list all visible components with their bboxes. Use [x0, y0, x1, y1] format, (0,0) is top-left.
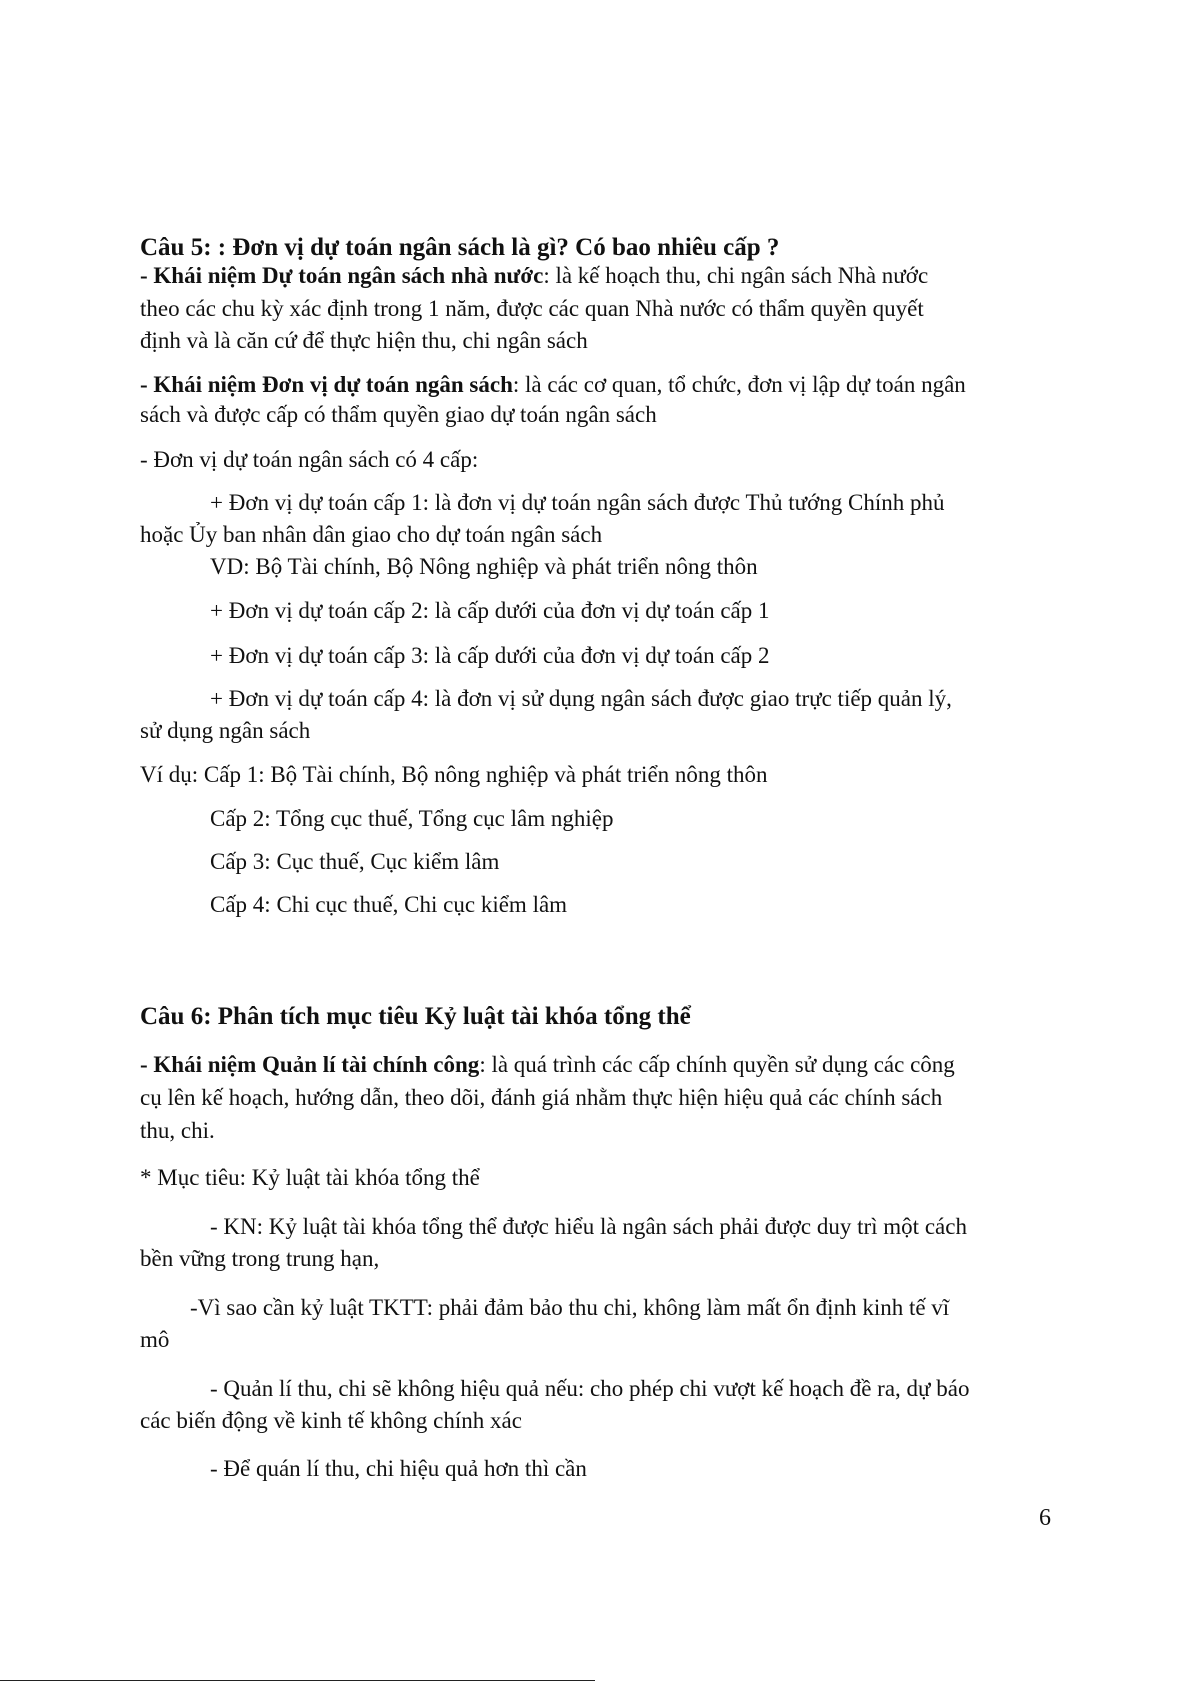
text-line: sử dụng ngân sách [140, 718, 311, 743]
text-line: thu, chi. [140, 1118, 215, 1143]
example-level-2: Cấp 2: Tổng cục thuế, Tổng cục lâm nghiệp [210, 806, 614, 831]
ineffective-management-item: - Quản lí thu, chi sẽ không hiệu quả nếu: cho phép chi vượt kế hoạch đề ra, dự báo [210, 1376, 970, 1401]
question-5-heading: Câu 5: : Đơn vị dự toán ngân sách là gì? Có bao nhiêu cấp ? [140, 234, 780, 261]
goal-heading: * Mục tiêu: Kỷ luật tài khóa tổng thể [140, 1165, 480, 1190]
level-3-item: + Đơn vị dự toán cấp 3: là cấp dưới của đơn vị dự toán cấp 2 [210, 643, 770, 668]
term-budget-unit: - Khái niệm Đơn vị dự toán ngân sách [140, 372, 513, 397]
text-line: định và là căn cứ để thực hiện thu, chi ngân sách [140, 328, 588, 353]
text-line: : là quá trình các cấp chính quyền sử dụng các công [479, 1052, 955, 1077]
improvement-item: - Để quán lí thu, chi hiệu quả hơn thì cần [210, 1456, 587, 1481]
text-line: mô [140, 1327, 170, 1352]
example-level-3: Cấp 3: Cục thuế, Cục kiểm lâm [210, 849, 500, 874]
text-line: theo các chu kỳ xác định trong 1 năm, được các quan Nhà nước có thẩm quyền quyết [140, 296, 924, 321]
text-line: sách và được cấp có thẩm quyền giao dự toán ngân sách [140, 402, 657, 427]
page-number: 6 [1039, 1505, 1051, 1531]
level-4-item: + Đơn vị dự toán cấp 4: là đơn vị sử dụng ngân sách được giao trực tiếp quản lý, [210, 686, 952, 711]
why-item: -Vì sao cần kỷ luật TKTT: phải đảm bảo thu chi, không làm mất ổn định kinh tế vĩ [190, 1295, 950, 1320]
example-level-4: Cấp 4: Chi cục thuế, Chi cục kiểm lâm [210, 892, 568, 917]
term-public-finance-management: - Khái niệm Quản lí tài chính công [140, 1052, 480, 1077]
footer-rule [0, 1680, 595, 1681]
text-line: : là kế hoạch thu, chi ngân sách Nhà nước [543, 263, 929, 288]
paragraph-budget-unit-definition [140, 370, 966, 400]
levels-intro: - Đơn vị dự toán ngân sách có 4 cấp: [140, 447, 479, 472]
definition-item: - KN: Kỷ luật tài khóa tổng thể được hiểu là ngân sách phải được duy trì một cách [210, 1214, 967, 1239]
text-line: : là các cơ quan, tổ chức, đơn vị lập dự toán ngân [512, 372, 966, 397]
text-line: hoặc Ủy ban nhân dân giao cho dự toán ngân sách [140, 522, 603, 547]
level-1-example: VD: Bộ Tài chính, Bộ Nông nghiệp và phát triển nông thôn [210, 554, 758, 579]
text-line: cụ lên kế hoạch, hướng dẫn, theo dõi, đánh giá nhằm thực hiện hiệu quả các chính sách [140, 1085, 943, 1110]
level-2-item: + Đơn vị dự toán cấp 2: là cấp dưới của đơn vị dự toán cấp 1 [210, 598, 770, 623]
example-level-1: Ví dụ: Cấp 1: Bộ Tài chính, Bộ nông nghiệp và phát triển nông thôn [140, 762, 768, 787]
level-1-item: + Đơn vị dự toán cấp 1: là đơn vị dự toán ngân sách được Thủ tướng Chính phủ [210, 490, 945, 515]
paragraph-budget-estimate-definition [140, 261, 928, 291]
term-budget-estimate: - Khái niệm Dự toán ngân sách nhà nước [140, 263, 544, 288]
text-line: các biến động về kinh tế không chính xác [140, 1408, 522, 1433]
paragraph-public-finance-definition [140, 1050, 955, 1080]
question-6-heading: Câu 6: Phân tích mục tiêu Kỷ luật tài khóa tổng thể [140, 1003, 691, 1030]
text-line: bền vững trong trung hạn, [140, 1246, 380, 1271]
